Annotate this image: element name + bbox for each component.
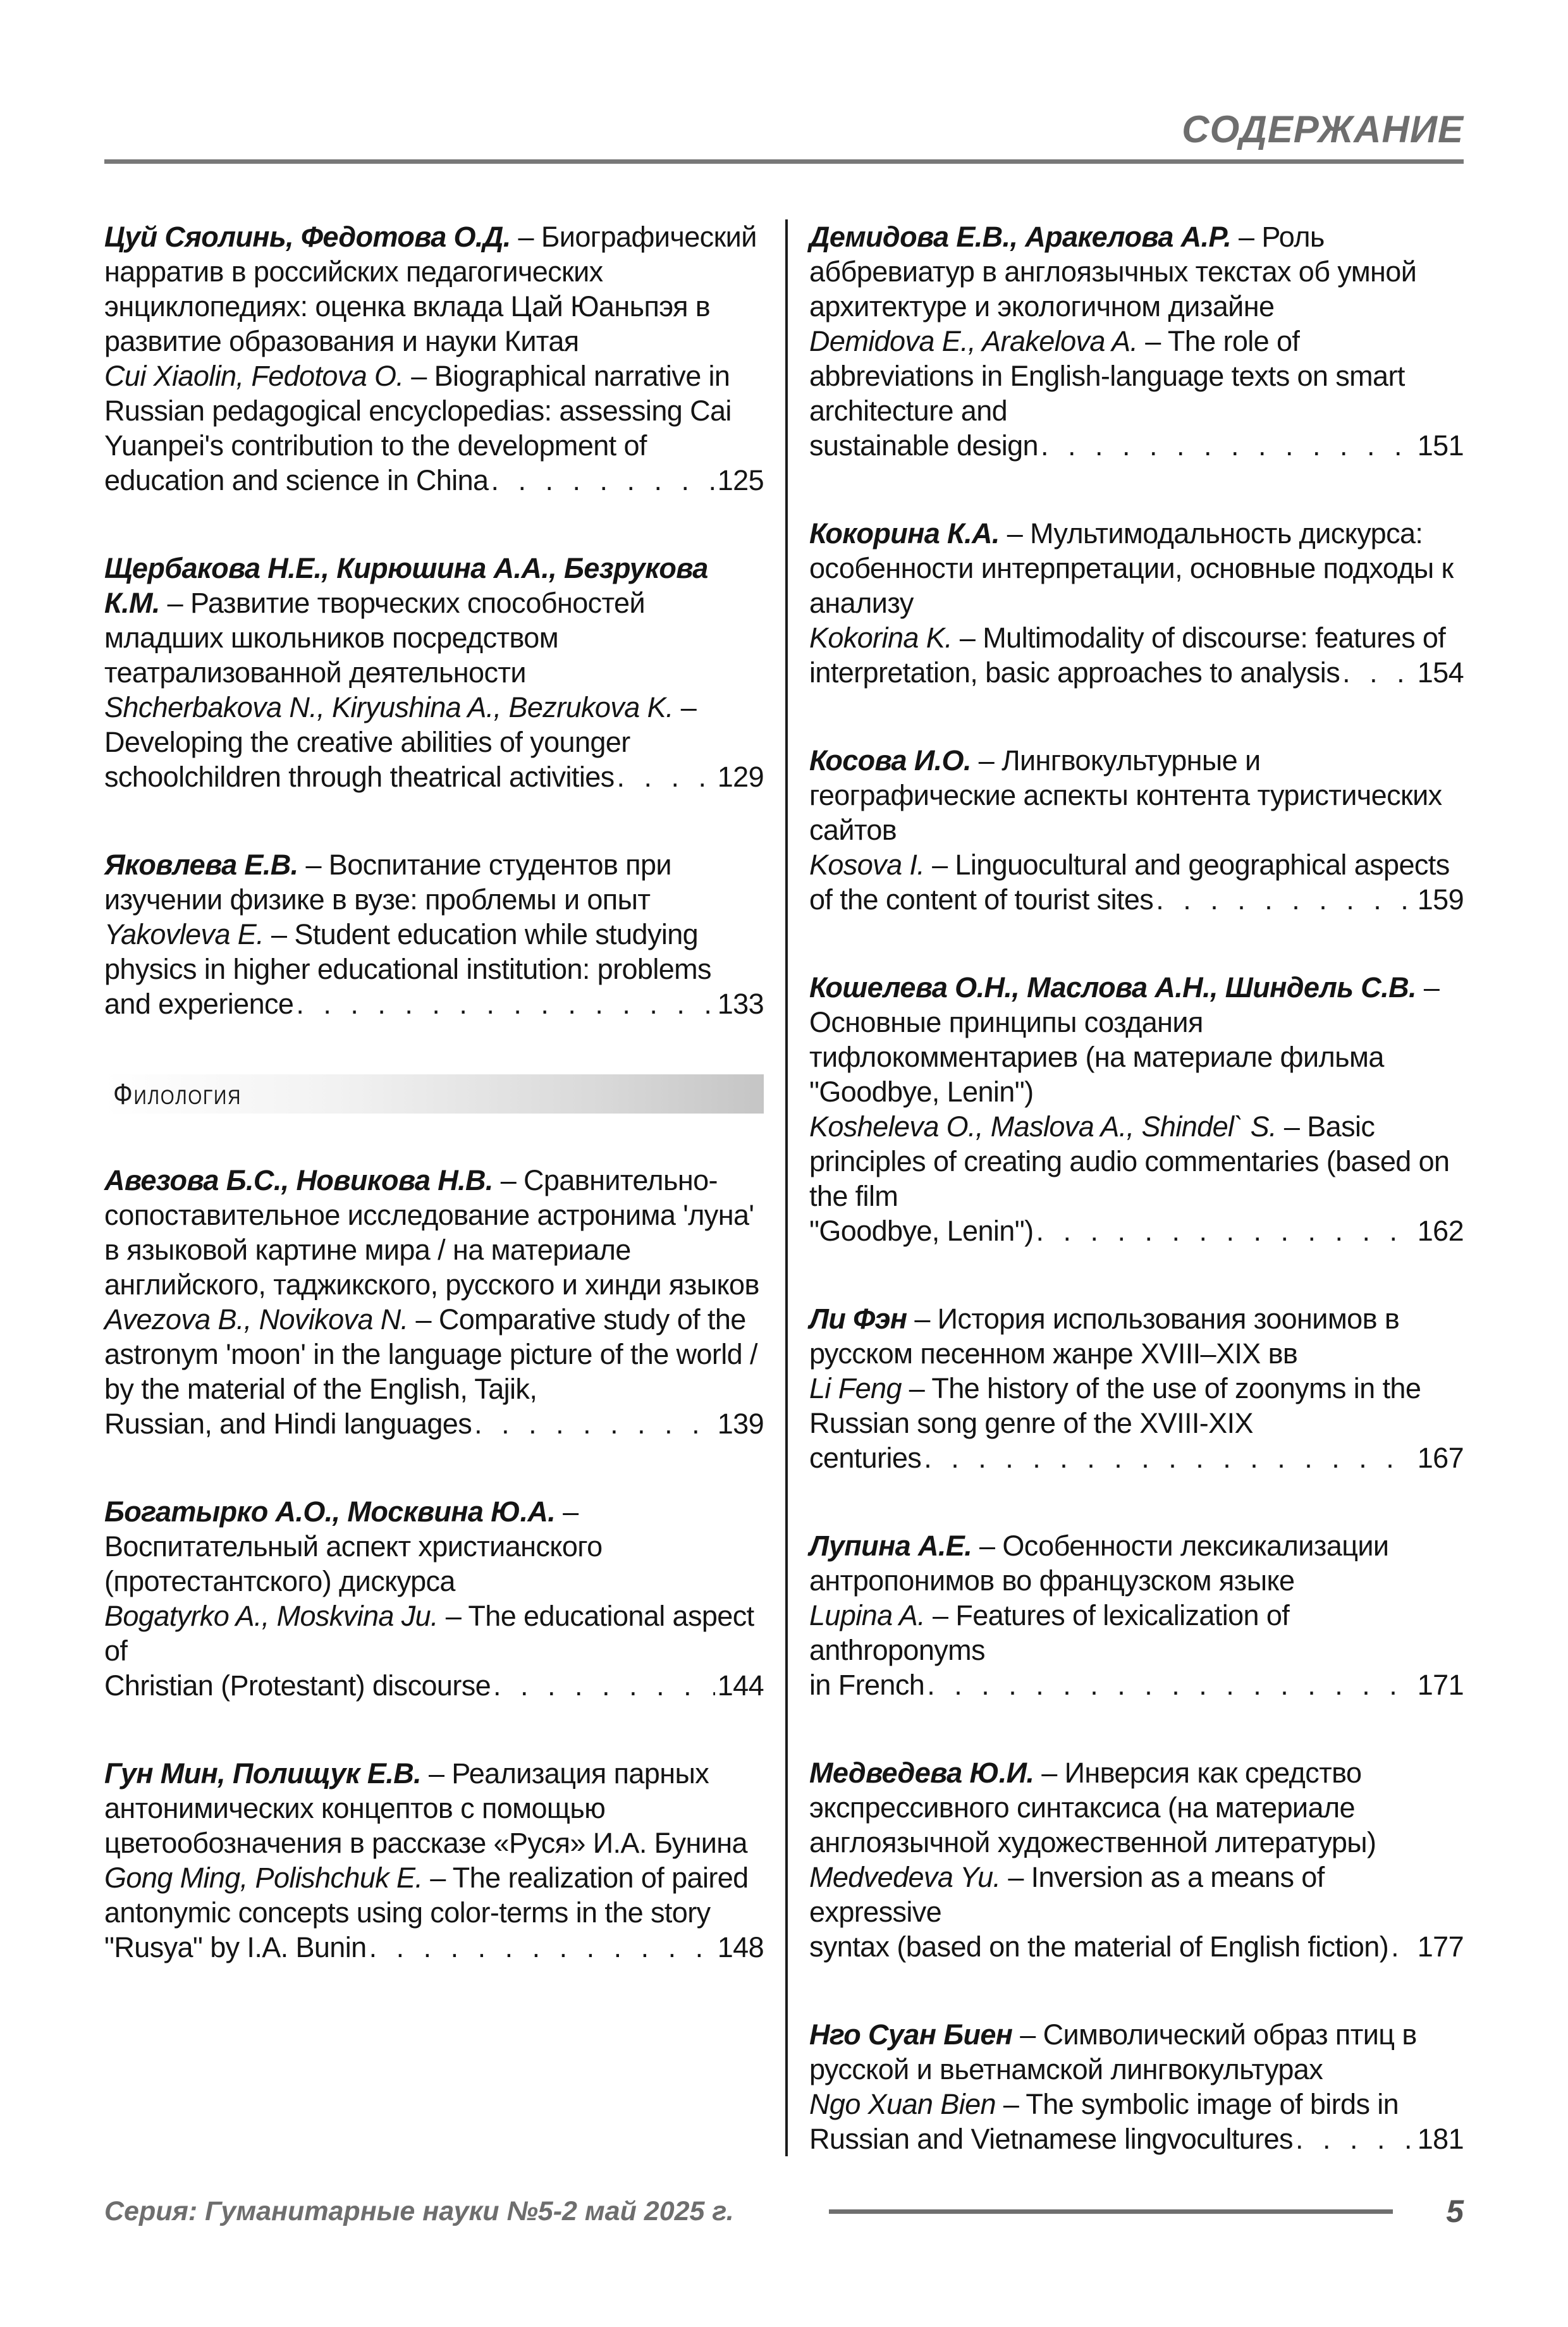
entry-authors-ru: Авезова Б.С., Новикова Н.В. (104, 1164, 493, 1196)
entry-page-number: 144 (717, 1669, 764, 1702)
entry-authors-en: Medvedeva Yu. (809, 1861, 1001, 1893)
page-footer (104, 2193, 1464, 2230)
entry-page-number: 139 (717, 1408, 764, 1440)
entry-title-en-tail: and experience (104, 988, 294, 1020)
entry-authors-ru: Богатырко А.О., Москвина Ю.А. (104, 1495, 556, 1528)
entry-title-en-tail: Christian (Protestant) discourse (104, 1669, 491, 1702)
entry-last-line (809, 655, 1464, 690)
toc-entry (809, 1755, 1464, 1964)
entry-title-en: – The history of the use of zoonyms in the Russian song genre of the XVIII-XIX (809, 1372, 1421, 1439)
dot-leader (1295, 2121, 1415, 2156)
entry-title-en-tail: syntax (based on the material of English fiction) (809, 1931, 1389, 1963)
entry-en (104, 690, 764, 759)
entry-page-number: 133 (717, 988, 764, 1020)
entry-authors-en: Cui Xiaolin, Fedotova O. (104, 360, 404, 392)
entry-page-number: 129 (717, 761, 764, 793)
entry-title-en-tail: interpretation, basic approaches to analysis (809, 656, 1340, 689)
page-header (104, 109, 1464, 164)
entry-last-line (809, 882, 1464, 917)
entry-title-ru: – Развитие творческих способностей младших школьников посредством театрализованной деятельности (104, 587, 646, 689)
entry-en (809, 620, 1464, 655)
entry-page-number: 171 (1417, 1669, 1464, 1701)
entry-last-line (104, 1930, 764, 1965)
entry-authors-ru: Щербакова Н.Е., Кирюшина А.А., Безрукова К.М. (104, 552, 708, 619)
contents-columns (104, 219, 1464, 2156)
entry-en (809, 1598, 1464, 1667)
entry-title-en: – The role of abbreviations in English-language texts on smart architecture and (809, 325, 1405, 427)
dot-leader (1342, 655, 1415, 690)
toc-entry (809, 516, 1464, 690)
dot-leader (493, 1668, 715, 1703)
entry-page-number: 177 (1417, 1931, 1464, 1963)
toc-entry (104, 847, 764, 1021)
entry-authors-en: Kosheleva O., Maslova A., Shindel` S. (809, 1110, 1277, 1143)
entry-last-line (809, 428, 1464, 463)
entry-authors-en: Demidova E., Arakelova A. (809, 325, 1138, 357)
entry-last-line (809, 2121, 1464, 2156)
dot-leader (1041, 428, 1415, 463)
section-title: Филология (113, 1077, 242, 1110)
footer-rule (829, 2209, 1393, 2214)
dot-leader (924, 1440, 1415, 1475)
entry-title-ru: – Реализация парных антонимических концептов с помощью цветообозначения в рассказе «Руся» И.А. Бунина (104, 1757, 747, 1859)
entry-authors-ru: Цуй Сяолинь, Федотова О.Д. (104, 221, 511, 253)
entry-authors-ru: Демидова Е.В., Аракелова А.Р. (809, 221, 1232, 253)
toc-entry (809, 743, 1464, 917)
entry-authors-en: Yakovleva E. (104, 918, 264, 950)
entry-en (104, 917, 764, 986)
entry-authors-en: Kosova I. (809, 849, 925, 881)
entry-title-ru: – Воспитательный аспект христианского (протестантского) дискурса (104, 1495, 603, 1597)
entry-title-en: – The symbolic image of birds in (995, 2088, 1399, 2120)
left-column (104, 219, 764, 2156)
entry-en (104, 1860, 764, 1930)
toc-entry (104, 1494, 764, 1703)
entry-en (104, 1599, 764, 1668)
entry-authors-en: Shcherbakova N., Kiryushina A., Bezrukova K. (104, 691, 673, 723)
entry-authors-ru: Лупина А.Е. (809, 1530, 972, 1562)
entry-title-en: – Basic principles of creating audio commentaries (based on the film (809, 1110, 1450, 1212)
footer-page-number: 5 (1446, 2194, 1464, 2229)
entry-title-ru: – Особенности лексикализации антропонимов во французском языке (809, 1530, 1389, 1597)
entry-title-en-tail: of the content of tourist sites (809, 883, 1154, 916)
entry-title-ru: – История использования зоонимов в русском песенном жанре XVIII–XIX вв (809, 1303, 1400, 1370)
entry-last-line (104, 986, 764, 1021)
column-divider (785, 219, 788, 2156)
entry-title-ru: – Воспитание студентов при изучении физике в вузе: проблемы и опыт (104, 849, 671, 916)
entry-en (104, 359, 764, 463)
entry-en (809, 1860, 1464, 1929)
journal-contents-page (0, 109, 1568, 2327)
entry-title-en: – Biographical narrative in Russian pedagogical encyclopedias: assessing Cai Yuanpei's contribution to the development of (104, 360, 732, 462)
dot-leader (369, 1930, 715, 1965)
entry-title-en: – Inversion as a means of expressive (809, 1861, 1325, 1928)
entry-authors-ru: Яковлева Е.В. (104, 849, 298, 881)
entry-title-en-tail: "Rusya" by I.A. Bunin (104, 1931, 367, 1963)
entry-en (104, 1302, 764, 1406)
dot-leader (1391, 1929, 1415, 1964)
entry-authors-ru: Ли Фэн (809, 1303, 907, 1335)
entry-authors-ru: Кошелева О.Н., Маслова А.Н., Шиндель С.В. (809, 971, 1416, 1004)
toc-entry (809, 1301, 1464, 1475)
entry-title-ru: – Мультимодальность дискурса: особенности интерпретации, основные подходы к анализу (809, 517, 1454, 619)
entry-title-en-tail: in French (809, 1669, 925, 1701)
toc-entry (809, 970, 1464, 1248)
entry-page-number: 154 (1417, 656, 1464, 689)
entry-last-line (104, 463, 764, 498)
toc-entry (809, 1528, 1464, 1702)
entry-en (809, 1109, 1464, 1213)
toc-entry (809, 2017, 1464, 2156)
dot-leader (296, 986, 714, 1021)
dot-leader (491, 463, 714, 498)
entry-title-en: – Student education while studying physics in higher educational institution: problems (104, 918, 711, 985)
dot-leader (927, 1667, 1415, 1702)
entry-authors-ru: Гун Мин, Полищук Е.В. (104, 1757, 422, 1790)
entry-title-ru: – Инверсия как средство экспрессивного синтаксиса (на материале англоязычной художественной литературы) (809, 1757, 1376, 1858)
toc-entry (809, 219, 1464, 463)
entry-page-number: 162 (1417, 1215, 1464, 1247)
entry-last-line (104, 759, 764, 794)
entry-title-en-tail: "Goodbye, Lenin") (809, 1215, 1034, 1247)
entry-title-en-tail: education and science in China (104, 464, 489, 496)
toc-entry (104, 551, 764, 794)
entry-en (809, 1371, 1464, 1440)
entry-title-en: – Multimodality of discourse: features of (952, 622, 1446, 654)
entry-title-en: – The realization of paired antonymic concepts using color-terms in the story (104, 1862, 749, 1929)
dot-leader (1156, 882, 1415, 917)
header-rule (104, 159, 1464, 164)
entry-title-ru: – Роль аббревиатур в англоязычных текстах об умной архитектуре и экологичном дизайне (809, 221, 1417, 322)
entry-en (809, 847, 1464, 882)
right-column (809, 219, 1464, 2156)
entry-title-en: – Features of lexicalization of anthroponyms (809, 1599, 1290, 1666)
entry-authors-en: Gong Ming, Polishchuk E. (104, 1862, 423, 1894)
toc-entry (104, 219, 764, 498)
dot-leader (617, 759, 715, 794)
entry-last-line (104, 1668, 764, 1703)
entry-last-line (809, 1440, 1464, 1475)
entry-authors-ru: Медведева Ю.И. (809, 1757, 1034, 1789)
toc-entry (104, 1756, 764, 1965)
entry-authors-ru: Нго Суан Биен (809, 2018, 1013, 2051)
dot-leader (1036, 1213, 1414, 1248)
entry-page-number: 151 (1417, 429, 1464, 462)
entry-title-en: – Comparative study of the astronym 'moon' in the language picture of the world / by the material of the English, Tajik, (104, 1303, 757, 1405)
footer-issue-label: Серия: Гуманитарные науки №5-2 май 2025 г. (104, 2196, 734, 2226)
entry-title-en: – Developing the creative abilities of younger (104, 691, 697, 758)
entry-title-en: – Linguocultural and geographical aspects (924, 849, 1450, 881)
entry-authors-en: Ngo Xuan Bien (809, 2088, 996, 2120)
toc-entry (104, 1163, 764, 1441)
entry-title-ru: – Основные принципы создания тифлокомментариев (на материале фильма "Goodbye, Lenin") (809, 971, 1440, 1108)
entry-authors-en: Bogatyrko A., Moskvina Ju. (104, 1600, 438, 1632)
entry-en (809, 2087, 1464, 2121)
entry-title-en-tail: Russian and Vietnamese lingvocultures (809, 2123, 1293, 2155)
entry-authors-en: Avezova B., Novikova N. (104, 1303, 408, 1335)
entry-authors-en: Kokorina K. (809, 622, 953, 654)
entry-page-number: 125 (717, 464, 764, 496)
page-title: СОДЕРЖАНИЕ (1182, 108, 1464, 150)
entry-title-en-tail: centuries (809, 1442, 922, 1474)
entry-page-number: 159 (1417, 883, 1464, 916)
entry-last-line (104, 1406, 764, 1441)
entry-authors-ru: Кокорина К.А. (809, 517, 1000, 550)
entry-title-ru: – Биографический нарратив в российских педагогических энциклопедиях: оценка вклада Цай Юаньпэя в развитие образования и науки Китая (104, 221, 757, 357)
section-bar-philology (104, 1074, 764, 1114)
entry-authors-en: Li Feng (809, 1372, 902, 1404)
dot-leader (474, 1406, 715, 1441)
entry-last-line (809, 1667, 1464, 1702)
entry-authors-en: Lupina A. (809, 1599, 926, 1631)
entry-title-en-tail: sustainable design (809, 429, 1038, 462)
entry-title-ru: – Символический образ птиц в русской и вьетнамской лингвокультурах (809, 2018, 1417, 2085)
entry-authors-ru: Косова И.О. (809, 744, 971, 777)
entry-title-en-tail: Russian, and Hindi languages (104, 1408, 472, 1440)
entry-last-line (809, 1213, 1464, 1248)
entry-page-number: 167 (1417, 1442, 1464, 1474)
entry-page-number: 148 (717, 1931, 764, 1963)
entry-title-ru: – Лингвокультурные и географические аспекты контента туристических сайтов (809, 744, 1442, 846)
entry-title-en: – The educational aspect of (104, 1600, 754, 1667)
entry-last-line (809, 1929, 1464, 1964)
entry-title-en-tail: schoolchildren through theatrical activities (104, 761, 615, 793)
entry-title-ru: – Сравнительно-сопоставительное исследование астронима 'луна' в языковой картине мира / на материале английского, таджикского, русского и хинди языков (104, 1164, 759, 1301)
entry-page-number: 181 (1417, 2123, 1464, 2155)
entry-en (809, 324, 1464, 428)
